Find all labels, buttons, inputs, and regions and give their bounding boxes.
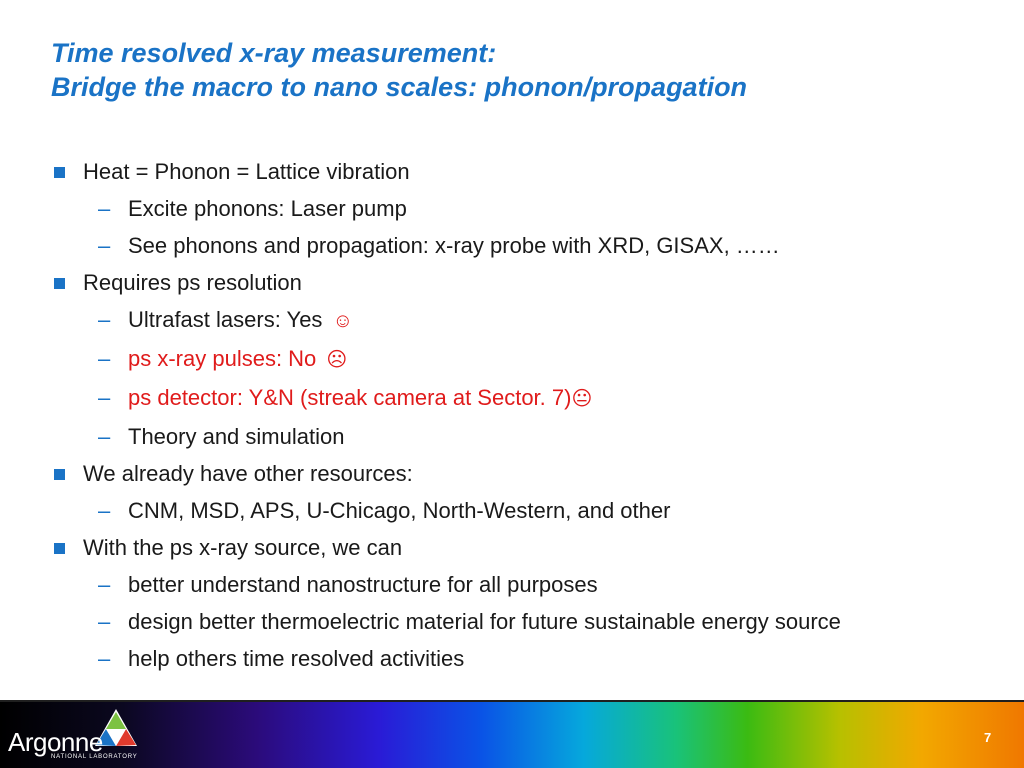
slide-title [51,36,991,104]
dash-bullet-icon: – [98,196,111,221]
bullet-item [52,157,912,186]
dash-bullet-icon: – [98,498,111,523]
sub-bullet-item [52,231,912,260]
argonne-logo [8,708,138,764]
logo-subtext: NATIONAL LABORATORY [51,754,138,760]
bullet-text: Theory and simulation [128,424,345,449]
sub-bullet-item [52,644,912,673]
bullet-text: CNM, MSD, APS, U-Chicago, North-Western, and other [128,498,671,523]
bullet-text: Excite phonons: Laser pump [128,196,407,221]
sub-bullet-item [52,496,912,525]
title-line-1: Time resolved x-ray measurement: [51,38,497,68]
bullet-text: Requires ps resolution [83,270,302,295]
bullet-item [52,533,912,562]
page-number: 7 [984,730,992,745]
bullet-text: help others time resolved activities [128,646,465,671]
bullet-text: ps x-ray pulses: No [128,346,317,371]
dash-bullet-icon: – [98,385,111,410]
dash-bullet-icon: – [98,572,111,597]
dash-bullet-icon: – [98,609,111,634]
dash-bullet-icon: – [98,233,111,258]
dash-bullet-icon: – [98,424,111,449]
sub-bullet-item [52,194,912,223]
sub-bullet-item [52,305,912,336]
dash-bullet-icon: – [98,346,111,371]
logo-wordmark: Argonne [8,727,103,757]
sub-bullet-item [52,607,912,636]
sub-bullet-item [52,570,912,599]
square-bullet-icon [54,469,65,480]
title-line-2: Bridge the macro to nano scales: phonon/propagation [51,72,748,102]
footer-spectrum-bar [0,702,1024,768]
bullet-text: With the ps x-ray source, we can [83,535,403,560]
sub-bullet-item [52,422,912,451]
bullet-item [52,268,912,297]
bullet-list [52,156,912,673]
neutral-face-icon: 😐 [571,388,593,410]
frowning-face-icon: ☹ [326,349,348,371]
square-bullet-icon [54,167,65,178]
bullet-text: Ultrafast lasers: Yes [128,307,323,332]
sub-bullet-item [52,383,912,414]
bullet-text: See phonons and propagation: x-ray probe with XRD, GISAX, …… [128,233,780,258]
square-bullet-icon [54,278,65,289]
bullet-text: better understand nanostructure for all purposes [128,572,598,597]
dash-bullet-icon: – [98,646,111,671]
bullet-text: We already have other resources: [83,461,413,486]
smiley-face-icon: ☺ [332,310,353,332]
dash-bullet-icon: – [98,307,111,332]
bullet-text: design better thermoelectric material for future sustainable energy source [128,609,841,634]
bullet-text: ps detector: Y&N (streak camera at Sector. 7) [128,385,572,410]
bullet-text: Heat = Phonon = Lattice vibration [83,159,410,184]
square-bullet-icon [54,543,65,554]
sub-bullet-item [52,344,912,375]
bullet-item [52,459,912,488]
